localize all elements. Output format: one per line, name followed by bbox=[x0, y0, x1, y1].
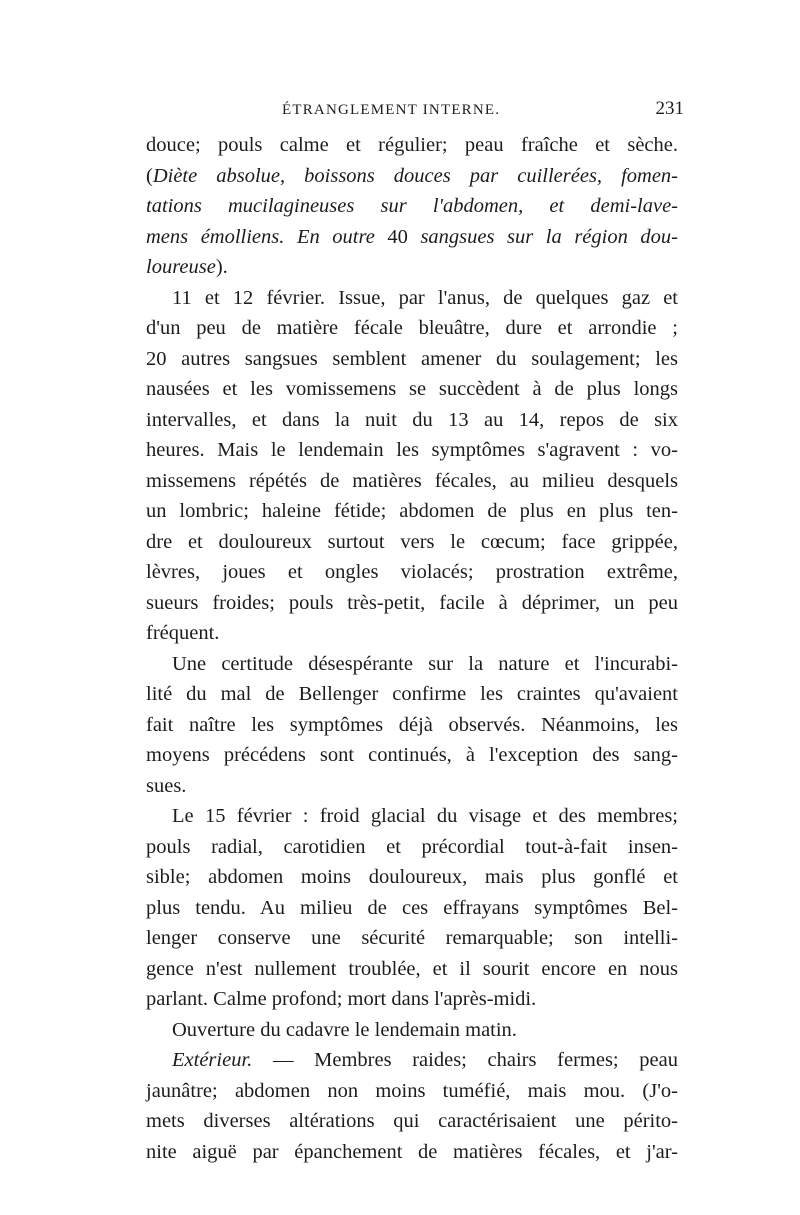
text-line bbox=[146, 435, 678, 466]
text-segment: — Membres raides; chairs fermes; peau bbox=[252, 1049, 678, 1071]
body-text bbox=[146, 130, 678, 1167]
page-header bbox=[144, 96, 684, 126]
text-segment: missemens répétés de matières fécales, au milieu desquels bbox=[146, 469, 678, 492]
text-segment: d'un peu de matière fécale bleuâtre, dure et arrondie ; bbox=[146, 317, 678, 339]
text-segment: ( bbox=[146, 164, 153, 187]
text-line bbox=[146, 527, 678, 558]
text-segment: Ouverture du cadavre le lendemain matin. bbox=[172, 1018, 517, 1041]
running-title: ÉTRANGLEMENT INTERNE. bbox=[282, 102, 501, 118]
italic-text: mens émolliens. En outre bbox=[146, 225, 388, 248]
text-segment: moyens précédens sont continués, à l'exception des sang- bbox=[146, 744, 678, 766]
text-segment: fait naître les symptômes déjà observés. Néanmoins, les bbox=[146, 713, 678, 736]
italic-text: Diète absolue, boissons douces par cuillerées, fomen- bbox=[152, 164, 678, 187]
text-segment: sible; abdomen moins douloureux, mais plus gonflé et bbox=[146, 866, 678, 888]
page-number: 231 bbox=[655, 98, 684, 119]
text-segment: mets diverses altérations qui caractérisaient une périto- bbox=[146, 1110, 678, 1132]
text-segment: Le 15 février : froid glacial du visage et des membres; bbox=[172, 805, 678, 827]
text-segment: nausées et les vomissemens se succèdent à de plus longs bbox=[146, 378, 678, 400]
text-segment: un lombric; haleine fétide; abdomen de plus en plus ten- bbox=[146, 500, 678, 522]
text-line bbox=[146, 374, 678, 405]
text-segment: parlant. Calme profond; mort dans l'après-midi. bbox=[146, 988, 537, 1010]
text-segment: fréquent. bbox=[146, 622, 220, 644]
text-line bbox=[146, 1045, 678, 1076]
text-segment: intervalles, et dans la nuit du 13 au 14, repos de six bbox=[146, 408, 678, 431]
italic-text: sangsues sur la région dou- bbox=[407, 225, 678, 248]
text-line bbox=[146, 893, 678, 924]
text-line bbox=[146, 984, 678, 1015]
text-line bbox=[146, 710, 678, 741]
text-line bbox=[146, 466, 678, 497]
text-line bbox=[146, 557, 678, 588]
text-line bbox=[146, 252, 678, 283]
text-segment: 11 et 12 février. Issue, par l'anus, de quelques gaz et bbox=[172, 286, 678, 309]
text-line bbox=[146, 313, 678, 344]
text-line bbox=[146, 954, 678, 985]
text-line bbox=[146, 771, 678, 802]
text-segment: plus tendu. Au milieu de ces effrayans symptômes Bel- bbox=[146, 896, 678, 919]
text-segment: gence n'est nullement troublée, et il sourit encore en nous bbox=[146, 957, 678, 980]
text-segment: lèvres, joues et ongles violacés; prostration extrême, bbox=[146, 561, 678, 583]
text-segment: Une certitude désespérante sur la nature et l'incurabi- bbox=[172, 652, 678, 675]
text-segment: 40 bbox=[387, 225, 408, 248]
text-segment: ). bbox=[215, 256, 228, 278]
text-line bbox=[146, 1015, 678, 1046]
text-line bbox=[146, 679, 678, 710]
text-line bbox=[146, 130, 678, 161]
text-line bbox=[146, 1106, 678, 1137]
text-line bbox=[146, 496, 678, 527]
text-line bbox=[146, 1076, 678, 1107]
text-segment: lenger conserve une sécurité remarquable; son intelli- bbox=[146, 927, 678, 949]
text-line bbox=[146, 832, 678, 863]
italic-text: tations mucilagineuses sur l'abdomen, et demi-lave- bbox=[146, 195, 678, 217]
text-line bbox=[146, 222, 678, 253]
text-segment: sueurs froides; pouls très-petit, facile à déprimer, un peu bbox=[146, 591, 678, 614]
text-line bbox=[146, 1137, 678, 1168]
text-line bbox=[146, 344, 678, 375]
text-segment: 20 autres sangsues semblent amener du soulagement; les bbox=[146, 347, 678, 370]
text-line bbox=[146, 649, 678, 680]
text-segment: jaunâtre; abdomen non moins tuméfié, mais mou. (J'o- bbox=[146, 1079, 678, 1102]
text-line bbox=[146, 161, 678, 192]
text-line bbox=[146, 618, 678, 649]
italic-text: Extérieur. bbox=[172, 1049, 253, 1071]
text-segment: pouls radial, carotidien et précordial tout-à-fait insen- bbox=[146, 835, 678, 858]
text-line bbox=[146, 923, 678, 954]
text-segment: lité du mal de Bellenger confirme les craintes qu'avaient bbox=[146, 683, 678, 705]
text-line bbox=[146, 191, 678, 222]
text-segment: sues. bbox=[146, 774, 187, 797]
text-line bbox=[146, 588, 678, 619]
text-line bbox=[146, 405, 678, 436]
text-segment: dre et douloureux surtout vers le cœcum; face grippée, bbox=[146, 530, 678, 553]
text-line bbox=[146, 801, 678, 832]
text-line bbox=[146, 862, 678, 893]
text-line bbox=[146, 740, 678, 771]
text-line bbox=[146, 283, 678, 314]
text-segment: douce; pouls calme et régulier; peau fraîche et sèche. bbox=[146, 134, 678, 156]
text-segment: nite aiguë par épanchement de matières fécales, et j'ar- bbox=[146, 1140, 678, 1163]
italic-text: loureuse bbox=[146, 256, 216, 278]
text-segment: heures. Mais le lendemain les symptômes s'agravent : vo- bbox=[146, 439, 678, 461]
